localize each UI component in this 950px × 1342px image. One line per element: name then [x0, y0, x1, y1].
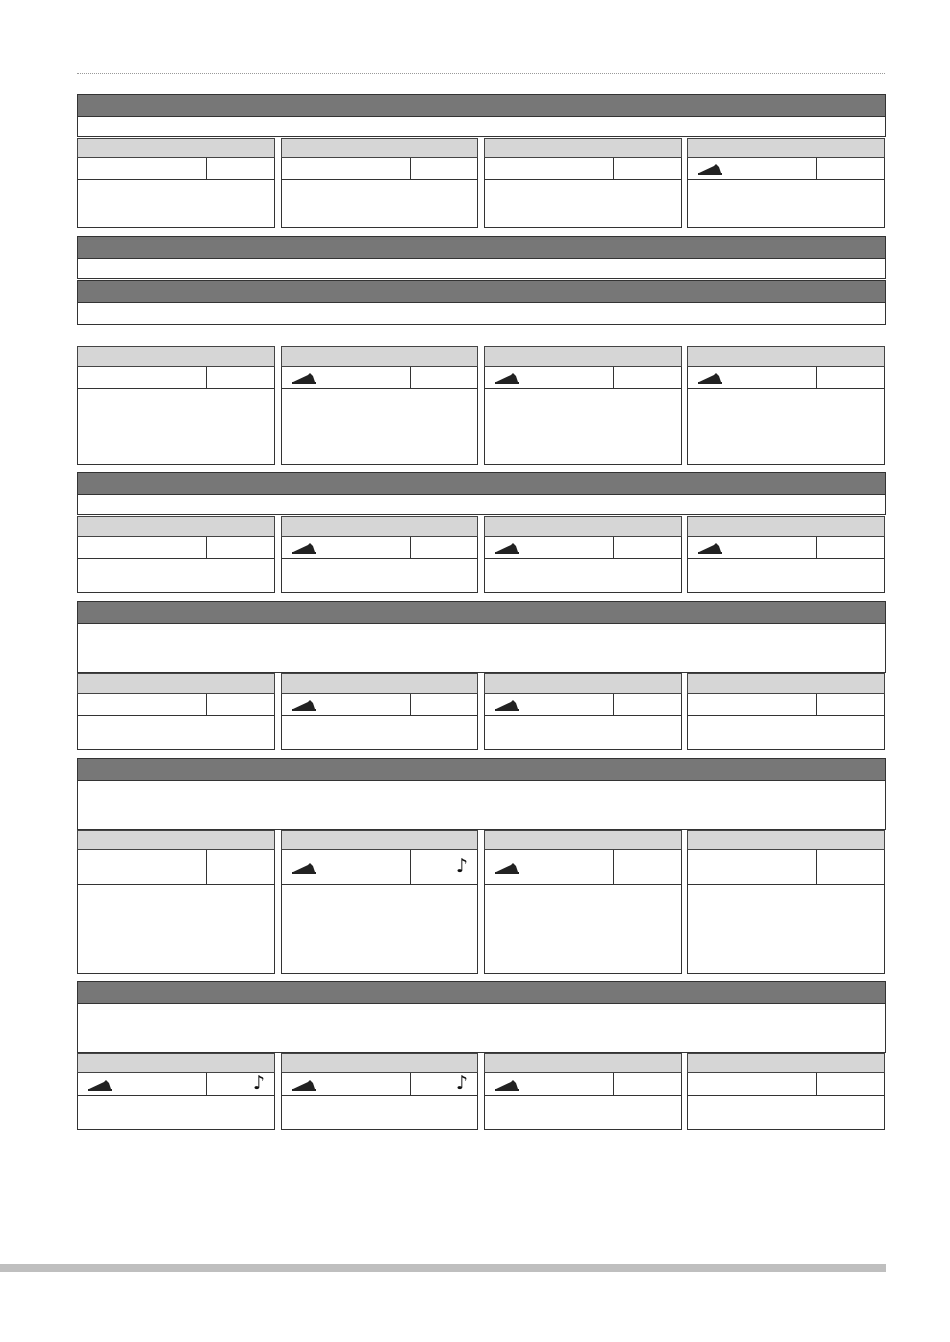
parameter-name [484, 346, 682, 367]
parameter-value-row [484, 537, 682, 559]
expression-pedal-icon [292, 861, 316, 873]
value-divider [410, 367, 411, 388]
parameter-description [687, 559, 885, 593]
parameter-description [687, 716, 885, 750]
parameter-name [687, 1053, 885, 1073]
parameter-value-row [687, 1073, 885, 1096]
eighth-note-icon: ♪ [252, 1072, 265, 1094]
parameter-description [281, 559, 478, 593]
value-divider [613, 367, 614, 388]
parameter-value-row [77, 1073, 275, 1096]
value-divider [410, 537, 411, 558]
parameter-name [77, 346, 275, 367]
value-divider [206, 158, 207, 179]
parameter-name [281, 346, 478, 367]
parameter-description [77, 1096, 275, 1130]
parameter-description [484, 559, 682, 593]
parameter-value-row [484, 158, 682, 180]
parameter-description [77, 885, 275, 974]
parameter-name [484, 138, 682, 158]
value-divider [816, 1073, 817, 1095]
value-divider [613, 850, 614, 884]
parameter-value-row [687, 537, 885, 559]
value-divider [206, 537, 207, 558]
value-divider [816, 367, 817, 388]
parameter-description [77, 180, 275, 228]
parameter-description [484, 716, 682, 750]
parameter-value-row [77, 537, 275, 559]
parameter-value-row [281, 367, 478, 389]
parameter-description [281, 1096, 478, 1130]
parameter-value-row [484, 850, 682, 885]
parameter-name [484, 516, 682, 537]
parameter-name [281, 1053, 478, 1073]
parameter-value-row [687, 850, 885, 885]
expression-pedal-icon [292, 371, 316, 383]
eighth-note-icon: ♪ [455, 855, 468, 877]
section-header [77, 981, 886, 1004]
parameter-value-row [687, 158, 885, 180]
value-divider [613, 1073, 614, 1095]
parameter-description [484, 180, 682, 228]
parameter-description [281, 389, 478, 465]
parameter-name [281, 516, 478, 537]
expression-pedal-icon [292, 1078, 316, 1090]
parameter-name [281, 830, 478, 850]
value-divider [410, 1073, 411, 1095]
parameter-value-row [281, 694, 478, 716]
parameter-name [484, 673, 682, 694]
section-description [77, 495, 886, 515]
section-description [77, 624, 886, 673]
section-header [77, 236, 886, 259]
parameter-value-row [77, 367, 275, 389]
expression-pedal-icon [495, 698, 519, 710]
value-divider [410, 694, 411, 715]
expression-pedal-icon [495, 371, 519, 383]
parameter-value-row [77, 694, 275, 716]
expression-pedal-icon [698, 162, 722, 174]
parameter-description [687, 885, 885, 974]
page-footer-bar [0, 1264, 886, 1272]
parameter-description [77, 389, 275, 465]
value-divider [816, 850, 817, 884]
parameter-name [484, 1053, 682, 1073]
expression-pedal-icon [292, 541, 316, 553]
section-header [77, 758, 886, 781]
value-divider [410, 158, 411, 179]
parameter-description [281, 716, 478, 750]
parameter-value-row [687, 694, 885, 716]
section-description [77, 117, 886, 137]
parameter-description [687, 389, 885, 465]
parameter-description [77, 559, 275, 593]
parameter-name [687, 830, 885, 850]
section-description [77, 259, 886, 279]
parameter-name [77, 138, 275, 158]
eighth-note-icon: ♪ [455, 1072, 468, 1094]
value-divider [816, 537, 817, 558]
section-header [77, 601, 886, 624]
parameter-value-row [484, 367, 682, 389]
parameter-description [484, 389, 682, 465]
section-header [77, 94, 886, 117]
parameter-value-row [484, 694, 682, 716]
parameter-name [281, 138, 478, 158]
section-header [77, 472, 886, 495]
parameter-description [77, 716, 275, 750]
value-divider [206, 367, 207, 388]
value-divider [613, 158, 614, 179]
parameter-name [687, 138, 885, 158]
parameter-name [484, 830, 682, 850]
value-divider [206, 1073, 207, 1095]
parameter-name [281, 673, 478, 694]
expression-pedal-icon [495, 541, 519, 553]
parameter-name [77, 673, 275, 694]
page-top-rule [77, 73, 885, 74]
expression-pedal-icon [495, 861, 519, 873]
parameter-value-row [484, 1073, 682, 1096]
parameter-name [687, 516, 885, 537]
value-divider [410, 850, 411, 884]
section-description [77, 1004, 886, 1053]
parameter-value-row [77, 850, 275, 885]
parameter-description [281, 885, 478, 974]
parameter-value-row [687, 367, 885, 389]
parameter-value-row [281, 1073, 478, 1096]
parameter-value-row [77, 158, 275, 180]
value-divider [816, 158, 817, 179]
value-divider [206, 694, 207, 715]
parameter-description [281, 180, 478, 228]
expression-pedal-icon [495, 1078, 519, 1090]
parameter-name [77, 516, 275, 537]
expression-pedal-icon [698, 371, 722, 383]
parameter-name [687, 346, 885, 367]
parameter-description [687, 180, 885, 228]
parameter-name [77, 830, 275, 850]
parameter-name [77, 1053, 275, 1073]
expression-pedal-icon [698, 541, 722, 553]
value-divider [613, 694, 614, 715]
parameter-name [687, 673, 885, 694]
expression-pedal-icon [88, 1078, 112, 1090]
section-description [77, 781, 886, 830]
value-divider [206, 850, 207, 884]
parameter-value-row [281, 537, 478, 559]
value-divider [613, 537, 614, 558]
parameter-description [484, 885, 682, 974]
section-header [77, 280, 886, 303]
parameter-description [687, 1096, 885, 1130]
section-description [77, 303, 886, 325]
parameter-description [484, 1096, 682, 1130]
parameter-value-row [281, 158, 478, 180]
expression-pedal-icon [292, 698, 316, 710]
parameter-value-row [281, 850, 478, 885]
value-divider [816, 694, 817, 715]
